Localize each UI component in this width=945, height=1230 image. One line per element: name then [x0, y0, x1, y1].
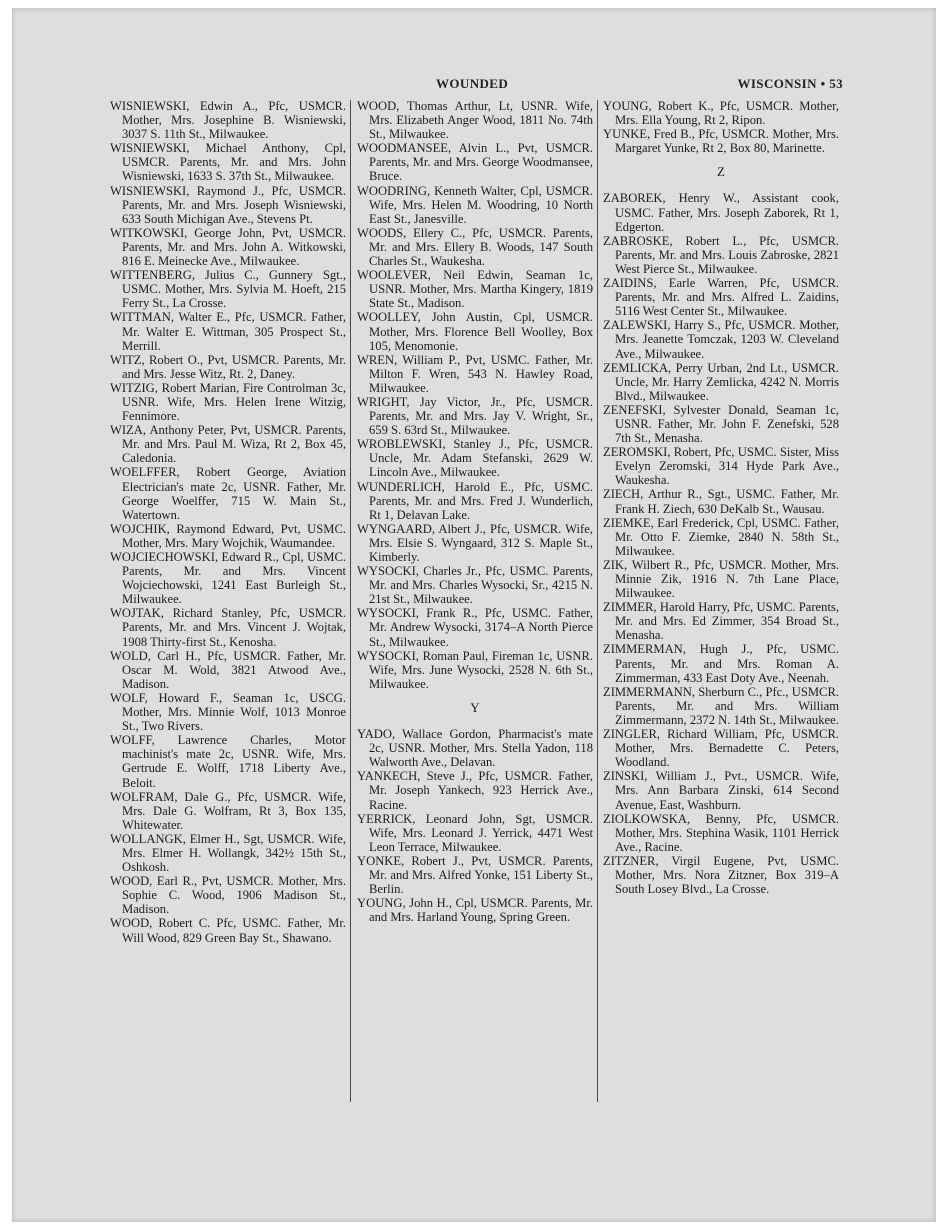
casualty-entry: YOUNG, John H., Cpl, USMCR. Parents, Mr. and Mrs. Harland Young, Spring Green. — [357, 896, 593, 925]
casualty-entry: WOODRING, Kenneth Walter, Cpl, USMCR. Wife, Mrs. Helen M. Woodring, 10 North East St., Janesville. — [357, 183, 593, 226]
section-letter: Z — [717, 164, 725, 180]
casualty-entry: WOOD, Robert C. Pfc, USMC. Father, Mr. Will Wood, 829 Green Bay St., Shawano. — [110, 916, 346, 945]
casualty-entry: WUNDERLICH, Harold E., Pfc, USMC. Parents, Mr. and Mrs. Fred J. Wunderlich, Rt 1, Delavan Lake. — [357, 479, 593, 522]
casualty-entry: ZABROSKE, Robert L., Pfc, USMCR. Parents, Mr. and Mrs. Louis Zabroske, 2821 West Pierce St., Milwaukee. — [603, 233, 839, 276]
casualty-entry: WOJTAK, Richard Stanley, Pfc, USMCR. Parents, Mr. and Mrs. Vincent J. Wojtak, 1908 Thirty-first St., Kenosha. — [110, 606, 346, 649]
casualty-entry: YADO, Wallace Gordon, Pharmacist's mate 2c, USNR. Mother, Mrs. Stella Yadon, 118 Walworth Ave., Delavan. — [357, 727, 593, 770]
casualty-entry: ZALEWSKI, Harry S., Pfc, USMCR. Mother, Mrs. Jeanette Tomczak, 1203 W. Cleveland Ave., Milwaukee. — [603, 318, 839, 361]
column-1 — [110, 99, 346, 945]
casualty-entry: WOLF, Howard F., Seaman 1c, USCG. Mother, Mrs. Minnie Wolf, 1013 Monroe St., Two Rivers. — [110, 690, 346, 734]
state-name: WISCONSIN — [737, 76, 817, 91]
casualty-entry: ZENEFSKI, Sylvester Donald, Seaman 1c, USNR. Father, Mr. John F. Zenefski, 528 7th St., Menasha. — [603, 402, 839, 446]
casualty-entry: WITKOWSKI, George John, Pvt, USMCR. Parents, Mr. and Mrs. John A. Witkowski, 816 E. Meinecke Ave., Milwaukee. — [110, 225, 346, 269]
casualty-entry: WOJCHIK, Raymond Edward, Pvt, USMC. Mother, Mrs. Mary Wojchik, Waumandee. — [110, 521, 346, 550]
casualty-entry: ZEROMSKI, Robert, Pfc, USMC. Sister, Miss Evelyn Zeromski, 314 Hyde Park Ave., Waukesha. — [603, 445, 839, 488]
running-head — [737, 76, 843, 92]
casualty-entry: WITTMAN, Walter E., Pfc, USMCR. Father, Mr. Walter E. Wittman, 305 Prospect St., Merrill. — [110, 310, 346, 353]
casualty-entry: ZIMMER, Harold Harry, Pfc, USMC. Parents, Mr. and Mrs. Ed Zimmer, 354 Broad St., Menasha. — [603, 600, 839, 643]
casualty-entry: WYSOCKI, Charles Jr., Pfc, USMC. Parents, Mr. and Mrs. Charles Wysocki, Sr., 4215 N. 21st St., Milwaukee. — [357, 564, 593, 607]
casualty-entry: WOODMANSEE, Alvin L., Pvt, USMCR. Parents, Mr. and Mrs. George Woodmansee, Bruce. — [357, 141, 593, 184]
casualty-entry: WOLLANGK, Elmer H., Sgt, USMCR. Wife, Mrs. Elmer H. Wollangk, 342½ 15th St., Oshkosh. — [110, 831, 346, 875]
casualty-entry: WITZ, Robert O., Pvt, USMCR. Parents, Mr. and Mrs. Jesse Witz, Rt. 2, Daney. — [110, 352, 346, 381]
casualty-entry: ZIMMERMANN, Sherburn C., Pfc., USMCR. Parents, Mr. and Mrs. William Zimmermann, 2372 N. 14th St., Milwaukee. — [603, 684, 839, 727]
casualty-entry: WYSOCKI, Frank R., Pfc, USMC. Father, Mr. Andrew Wysocki, 3174–A North Pierce St., Milwaukee. — [357, 606, 593, 649]
casualty-entry: ZABOREK, Henry W., Assistant cook, USMC. Father, Mrs. Joseph Zaborek, Rt 1, Edgerton. — [603, 191, 839, 234]
casualty-entry: YANKECH, Steve J., Pfc, USMCR. Father, Mr. Joseph Yankech, 923 Herrick Ave., Racine. — [357, 769, 593, 812]
casualty-entry: YUNKE, Fred B., Pfc, USMCR. Mother, Mrs. Margaret Yunke, Rt 2, Box 80, Marinette. — [603, 127, 839, 156]
casualty-entry: ZITZNER, Virgil Eugene, Pvt, USMC. Mother, Mrs. Nora Zitzner, Box 319–A South Losey Blvd., La Crosse. — [603, 853, 839, 897]
casualty-entry: WRIGHT, Jay Victor, Jr., Pfc, USMCR. Parents, Mr. and Mrs. Jay V. Wright, Sr., 659 S. 63rd St., Milwaukee. — [357, 394, 593, 438]
casualty-entry: WOOLLEY, John Austin, Cpl, USMCR. Mother, Mrs. Florence Bell Woolley, Box 105, Menomonie. — [357, 310, 593, 353]
casualty-entry: WYNGAARD, Albert J., Pfc, USMCR. Wife, Mrs. Elsie S. Wyngaard, 312 S. Maple St., Kimberly. — [357, 521, 593, 564]
casualty-entry: WYSOCKI, Roman Paul, Fireman 1c, USNR. Wife, Mrs. June Wysocki, 2528 N. 6th St., Milwaukee. — [357, 648, 593, 691]
casualty-entry: YONKE, Robert J., Pvt, USMCR. Parents, Mr. and Mrs. Alfred Yonke, 151 Liberty St., Berlin. — [357, 853, 593, 897]
casualty-entry: ZIMMERMAN, Hugh J., Pfc, USMC. Parents, Mr. and Mrs. Roman A. Zimmerman, 433 East Doty Ave., Neenah. — [603, 642, 839, 685]
casualty-entry: WOODS, Ellery C., Pfc, USMCR. Parents, Mr. and Mrs. Ellery B. Woods, 147 South Charles St., Waukesha. — [357, 225, 593, 269]
casualty-entry: ZIOLKOWSKA, Benny, Pfc, USMCR. Mother, Mrs. Stephina Wasik, 1101 Herrick Ave., Racine. — [603, 811, 839, 854]
page-number: 53 — [829, 76, 843, 91]
casualty-entry: YERRICK, Leonard John, Sgt, USMCR. Wife, Mrs. Leonard J. Yerrick, 4471 West Leon Terrace, Milwaukee. — [357, 811, 593, 854]
column-3 — [603, 99, 839, 896]
column-divider — [597, 100, 598, 1102]
casualty-entry: WOOLEVER, Neil Edwin, Seaman 1c, USNR. Mother, Mrs. Martha Kingery, 1819 State St., Madison. — [357, 268, 593, 311]
casualty-entry: WROBLEWSKI, Stanley J., Pfc, USMCR. Uncle, Mr. Adam Stefanski, 2629 W. Lincoln Ave., Milwaukee. — [357, 437, 593, 480]
casualty-entry: WOLD, Carl H., Pfc, USMCR. Father, Mr. Oscar M. Wold, 3821 Atwood Ave., Madison. — [110, 648, 346, 691]
page-header — [108, 76, 843, 94]
section-title: WOUNDED — [436, 76, 509, 91]
casualty-entry: WOJCIECHOWSKI, Edward R., Cpl, USMC. Parents, Mr. and Mrs. Vincent Wojciechowski, 1241 East Burleigh St., Milwaukee. — [110, 550, 346, 607]
section-letter: Y — [470, 699, 480, 715]
casualty-entry: WREN, William P., Pvt, USMC. Father, Mr. Milton F. Wren, 543 N. Hawley Road, Milwaukee. — [357, 352, 593, 395]
casualty-entry: WOOD, Thomas Arthur, Lt, USNR. Wife, Mrs. Elizabeth Anger Wood, 1811 No. 74th St., Milwaukee. — [357, 99, 593, 142]
casualty-entry: WISNIEWSKI, Edwin A., Pfc, USMCR. Mother, Mrs. Josephine B. Wisniewski, 3037 S. 11th St., Milwaukee. — [110, 99, 346, 142]
column-divider — [350, 100, 351, 1102]
casualty-entry: WISNIEWSKI, Michael Anthony, Cpl, USMCR. Parents, Mr. and Mrs. John Wisniewski, 1633 S. 37th St., Milwaukee. — [110, 141, 346, 184]
casualty-entry: ZINSKI, William J., Pvt., USMCR. Wife, Mrs. Ann Barbara Zinski, 614 Second Avenue, East, Washburn. — [603, 769, 839, 812]
header-bullet: • — [820, 76, 826, 91]
casualty-entry: YOUNG, Robert K., Pfc, USMCR. Mother, Mrs. Ella Young, Rt 2, Ripon. — [603, 99, 839, 128]
casualty-entry: WOOD, Earl R., Pvt, USMCR. Mother, Mrs. Sophie C. Wood, 1906 Madison St., Madison. — [110, 874, 346, 917]
casualty-entry: WITZIG, Robert Marian, Fire Controlman 3c, USNR. Wife, Mrs. Helen Irene Witzig, Fennimore. — [110, 380, 346, 424]
casualty-entry: ZAIDINS, Earle Warren, Pfc, USMCR. Parents, Mr. and Mrs. Alfred L. Zaidins, 5116 West Center St., Milwaukee. — [603, 276, 839, 319]
casualty-entry: ZINGLER, Richard William, Pfc, USMCR. Mother, Mrs. Bernadette C. Peters, Woodland. — [603, 727, 839, 770]
casualty-entry: WIZA, Anthony Peter, Pvt, USMCR. Parents, Mr. and Mrs. Paul M. Wiza, Rt 2, Box 45, Caledonia. — [110, 423, 346, 466]
casualty-entry: WISNIEWSKI, Raymond J., Pfc, USMCR. Parents, Mr. and Mrs. Joseph Wisniewski, 633 South Michigan Ave., Stevens Pt. — [110, 183, 346, 226]
casualty-entry: ZIEMKE, Earl Frederick, Cpl, USMC. Father, Mr. Otto F. Ziemke, 2840 N. 58th St., Milwaukee. — [603, 515, 839, 558]
casualty-entry: WOLFF, Lawrence Charles, Motor machinist's mate 2c, USNR. Wife, Mrs. Gertrude E. Wolff, 1718 Liberty Ave., Beloit. — [110, 733, 346, 790]
casualty-entry: ZEMLICKA, Perry Urban, 2nd Lt., USMCR. Uncle, Mr. Harry Zemlicka, 4242 N. Morris Blvd., Milwaukee. — [603, 360, 839, 403]
column-2 — [357, 99, 593, 924]
casualty-entry: WOLFRAM, Dale G., Pfc, USMCR. Wife, Mrs. Dale G. Wolfram, Rt 3, Box 135, Whitewater. — [110, 789, 346, 832]
casualty-entry: WOELFFER, Robert George, Aviation Electrician's mate 2c, USNR. Father, Mr. George Woelffer, 715 W. Main St., Watertown. — [110, 465, 346, 522]
casualty-entry: WITTENBERG, Julius C., Gunnery Sgt., USMC. Mother, Mrs. Sylvia M. Hoeft, 215 Ferry St., La Crosse. — [110, 268, 346, 311]
casualty-entry: ZIK, Wilbert R., Pfc, USMCR. Mother, Mrs. Minnie Zik, 1916 N. 7th Lane Place, Milwaukee. — [603, 557, 839, 601]
casualty-entry: ZIECH, Arthur R., Sgt., USMC. Father, Mr. Frank H. Ziech, 630 DeKalb St., Wausau. — [603, 487, 839, 516]
